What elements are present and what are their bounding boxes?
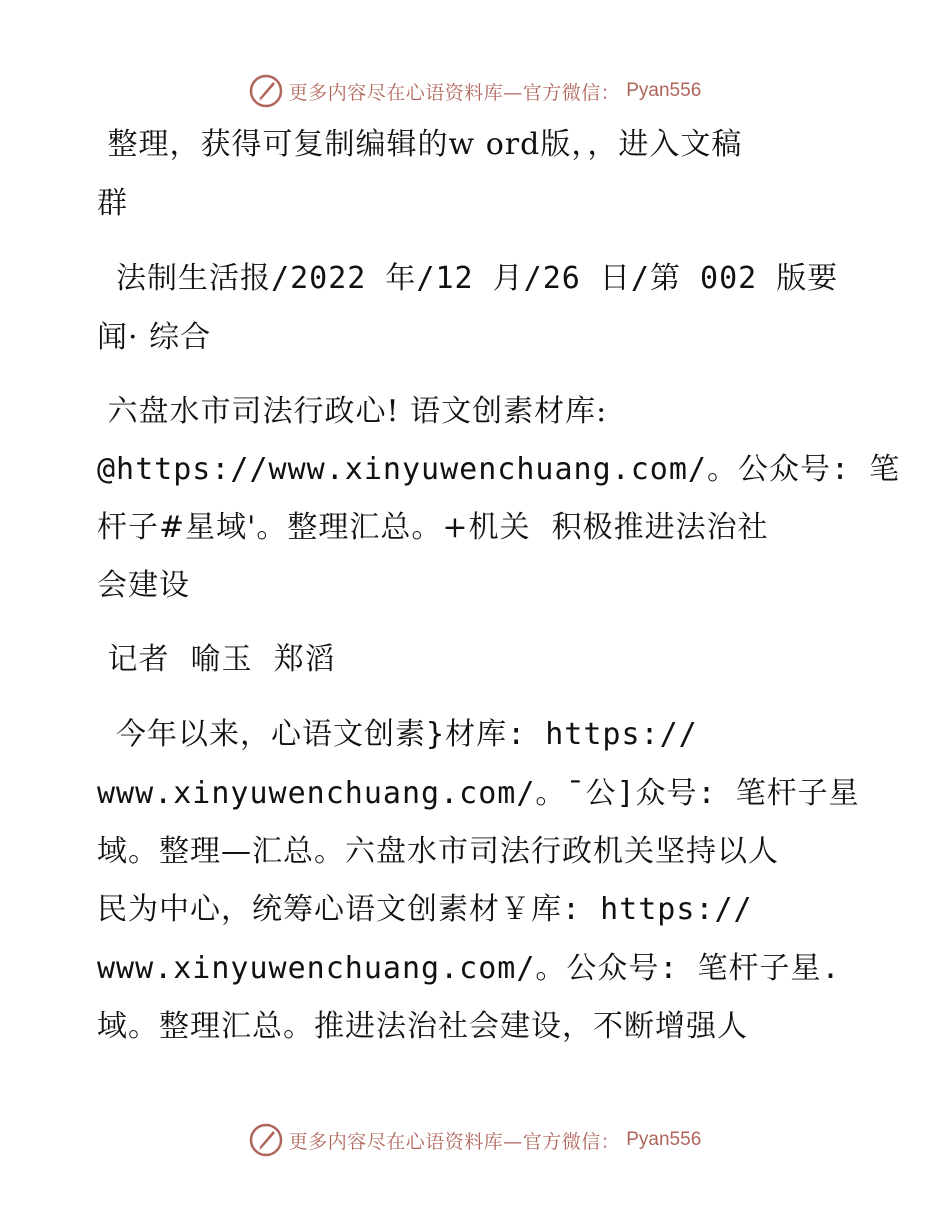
quill-logo-icon [249,1123,283,1157]
text-line: 杆子#星域'。整理汇总。+机关 积极推进法治社 [97,510,769,545]
text-line: 闻· 综合 [97,320,212,355]
banner-wechat-id: Pyan556 [626,80,702,101]
text-line: www.xinyuwenchuang.com/。公众号: 笔杆子星. [97,951,841,986]
text-line: www.xinyuwenchuang.com/。¯公]众号: 笔杆子星 [97,776,860,811]
text-line: 域。整理—汇总。六盘水市司法行政机关坚持以人 [97,834,779,869]
text-line: @https://www.xinyuwenchuang.com/。公众号: 笔 [97,452,901,487]
text-line: 记者 喻玉 郑滔 [97,642,336,677]
text-line: 域。整理汇总。推进法治社会建设，不断增强人 [97,1009,748,1044]
text-line: 群 [97,186,128,221]
text-line: 整理，获得可复制编辑的w ord版，，进入文稿 [97,127,743,162]
banner-wechat-id: Pyan556 [626,1129,702,1150]
quill-logo-icon [249,74,283,108]
text-line: 民为中心，统筹心语文创素材￥库: https:// [97,892,753,927]
text-line: 今年以来，心语文创素}材库: https:// [97,717,698,752]
text-line: 六盘水市司法行政心! 语文创素材库: [97,394,608,429]
footer-banner [0,1122,950,1158]
banner-text: 更多内容尽在心语资料库—官方微信： [288,81,621,104]
header-banner [0,73,950,109]
text-line: 会建设 [97,568,190,603]
text-line: 法制生活报/2022 年/12 月/26 日/第 002 版要 [97,261,839,296]
banner-text: 更多内容尽在心语资料库—官方微信： [288,1130,621,1153]
